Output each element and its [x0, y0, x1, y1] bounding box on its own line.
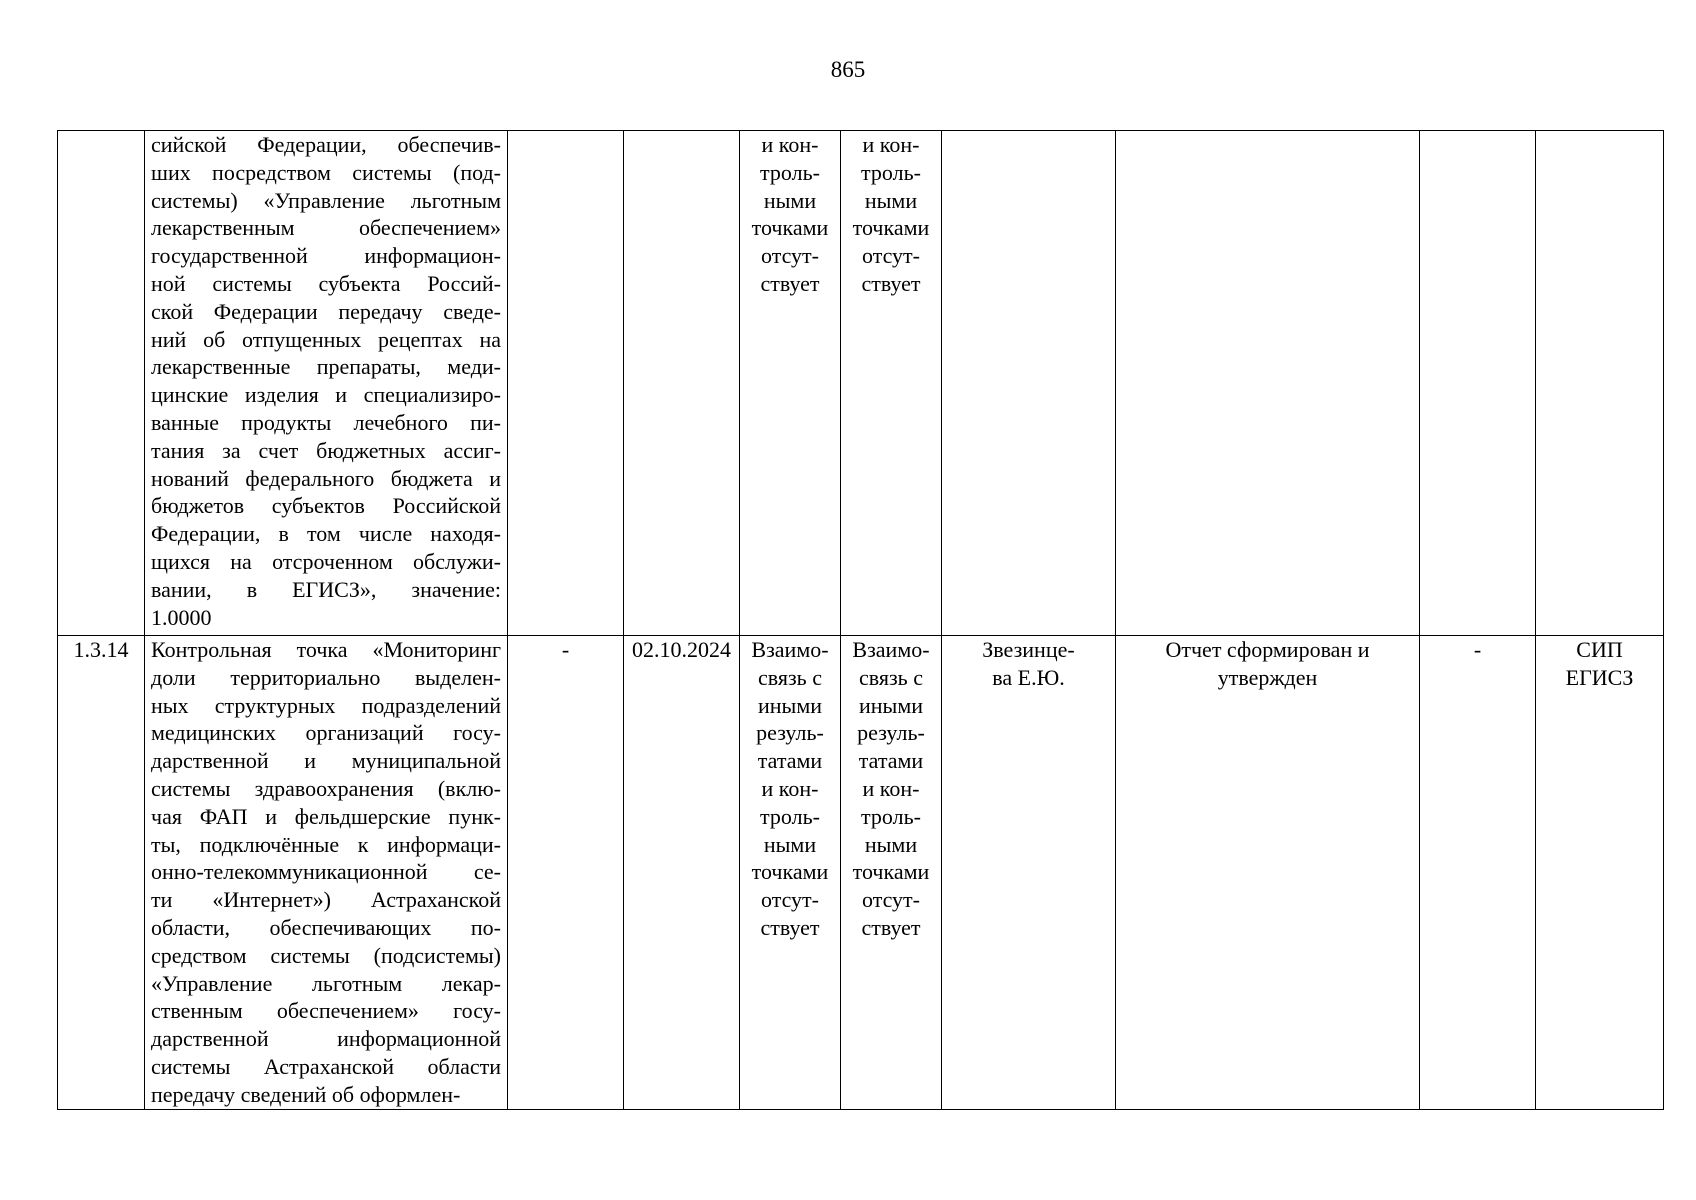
text-line: медицинских организаций госу- [151, 720, 501, 746]
text-line: цинские изделия и специализиро- [151, 382, 501, 408]
text-line: щихся на отсроченном обслужи- [151, 548, 501, 574]
text-line: онно-телекоммуникационной се- [151, 859, 501, 885]
cell-col9 [1420, 131, 1536, 636]
text-line: ствует [861, 270, 921, 296]
text-line: отсут- [861, 887, 920, 913]
text-line: резуль- [756, 720, 824, 746]
text-line: татами [858, 748, 924, 774]
cell-relation-1 [740, 131, 841, 636]
text-line: 1.0000 [151, 604, 212, 630]
text-line: передачу сведений об оформлен- [151, 1081, 461, 1107]
cell-relation-2 [841, 131, 942, 636]
text-line: Контрольная точка «Мониторинг [151, 637, 501, 662]
text-line: иными [858, 692, 924, 718]
description-text [151, 636, 501, 1109]
text-line: области, обеспечивающих по- [151, 914, 501, 940]
text-line: Федерации, в том числе находя- [151, 521, 501, 547]
text-line: точками [751, 859, 829, 885]
system-text [1542, 636, 1657, 692]
cell-col9: - [1420, 636, 1536, 1110]
text-line: Взаимо- [852, 637, 930, 662]
text-line: Отчет сформирован и [1165, 637, 1370, 662]
text-line: нований федерального бюджета и [151, 465, 501, 491]
text-line: ствует [861, 914, 921, 940]
text-line: ных структурных подразделений [151, 692, 501, 718]
text-line: средством системы (подсистемы) [151, 942, 501, 968]
table-row [58, 636, 1664, 1110]
text-line: иными [757, 692, 823, 718]
text-line: и кон- [862, 775, 920, 801]
text-line: ших посредством системы (под- [151, 159, 501, 185]
text-line: системы здравоохранения (вклю- [151, 775, 501, 801]
text-line: татами [757, 748, 823, 774]
cell-number [58, 131, 145, 636]
text-line: ствует [760, 914, 820, 940]
cell-result [1116, 131, 1420, 636]
text-line: ЕГИСЗ [1565, 664, 1634, 690]
responsible-text [948, 636, 1109, 692]
cell-responsible [942, 131, 1116, 636]
cell-number: 1.3.14 [58, 636, 145, 1110]
cell-system [1536, 636, 1664, 1110]
text-line: и кон- [761, 775, 819, 801]
cell-system [1536, 131, 1664, 636]
text-line: ти «Интернет») Астраханской [151, 887, 501, 913]
text-line: троль- [760, 803, 820, 829]
text-line: ний об отпущенных рецептах на [151, 326, 501, 352]
text-line: системы Астраханской области [151, 1053, 501, 1079]
text-line: и кон- [862, 132, 920, 157]
text-line: ва Е.Ю. [992, 664, 1065, 690]
cell-description [145, 636, 508, 1110]
text-line: «Управление льготным лекар- [151, 970, 501, 996]
text-line: ными [763, 187, 817, 213]
text-line: троль- [760, 159, 820, 185]
text-line: чая ФАП и фельдшерские пунк- [151, 803, 501, 829]
text-line: ванные продукты лечебного пи- [151, 409, 501, 435]
text-line: лекарственным обеспечением» [151, 215, 501, 241]
text-line: сийской Федерации, обеспечив- [151, 132, 501, 157]
cell-col3: - [508, 636, 624, 1110]
text-line: связь с [758, 664, 822, 690]
table-row [58, 131, 1664, 636]
text-line: точками [751, 215, 829, 241]
plan-table [57, 130, 1664, 1110]
relation-text [744, 636, 836, 942]
text-line: отсут- [861, 243, 920, 269]
text-line: резуль- [857, 720, 925, 746]
cell-relation-2 [841, 636, 942, 1110]
relation-text [744, 131, 836, 298]
text-line: Звезинце- [982, 637, 1075, 662]
text-line: Взаимо- [751, 637, 829, 662]
text-line: ты, подключённые к информаци- [151, 831, 501, 857]
cell-description [145, 131, 508, 636]
text-line: тания за счет бюджетных ассиг- [151, 437, 501, 463]
cell-relation-1 [740, 636, 841, 1110]
result-text [1122, 636, 1413, 692]
text-line: и кон- [761, 132, 819, 157]
relation-text [845, 636, 937, 942]
text-line: точками [852, 215, 930, 241]
text-line: троль- [861, 803, 921, 829]
text-line: ными [864, 187, 918, 213]
text-line: доли территориально выделен- [151, 664, 501, 690]
relation-text [845, 131, 937, 298]
cell-col3 [508, 131, 624, 636]
text-line: государственной информацион- [151, 243, 501, 269]
text-line: троль- [861, 159, 921, 185]
text-line: дарственной и муниципальной [151, 748, 501, 774]
text-line: лекарственные препараты, меди- [151, 354, 501, 380]
text-line: точками [852, 859, 930, 885]
text-line: ствует [760, 270, 820, 296]
description-text [151, 131, 501, 631]
text-line: ственным обеспечением» госу- [151, 998, 501, 1024]
text-line: утвержден [1217, 664, 1318, 690]
text-line: ными [864, 831, 918, 857]
cell-responsible [942, 636, 1116, 1110]
page-number: 865 [830, 57, 866, 82]
text-line: бюджетов субъектов Российской [151, 493, 501, 519]
text-line: вании, в ЕГИСЗ», значение: [151, 576, 501, 602]
text-line: связь с [859, 664, 923, 690]
text-line: отсут- [760, 887, 819, 913]
text-line: дарственной информационной [151, 1026, 501, 1052]
cell-result [1116, 636, 1420, 1110]
text-line: ной системы субъекта Россий- [151, 270, 501, 296]
text-line: ными [763, 831, 817, 857]
text-line: отсут- [760, 243, 819, 269]
cell-date: 02.10.2024 [624, 636, 740, 1110]
text-line: СИП [1576, 637, 1623, 662]
text-line: системы) «Управление льготным [151, 187, 501, 213]
text-line: ской Федерации передачу сведе- [151, 298, 501, 324]
cell-date [624, 131, 740, 636]
